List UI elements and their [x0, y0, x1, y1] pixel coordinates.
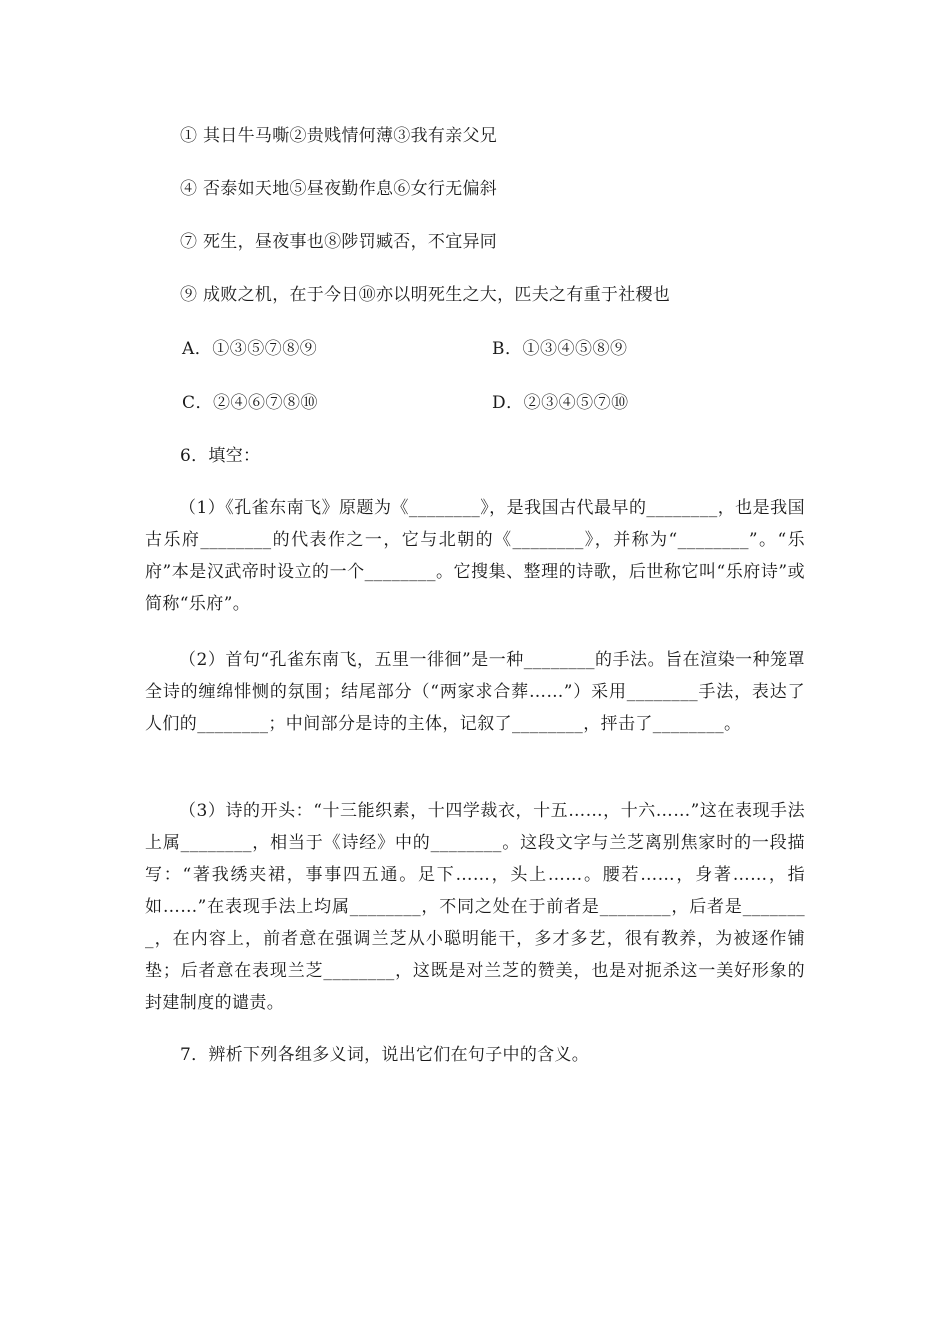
question-6-part-2: （2）首句“孔雀东南飞，五里一徘徊”是一种________的手法。旨在渲染一种笼罩全诗的缠绵悱恻的氛围；结尾部分（“两家求合葬……”）采用________手法，表达了人们的________；中间部分是诗的主体，记叙了________，抨击了________。 — [145, 650, 805, 734]
question-6-part-1: （1）《孔雀东南飞》原题为《________》，是我国古代最早的________，也是我国古乐府________的代表作之一，它与北朝的《________》，并称为“________”。“乐府”本是汉武帝时设立的一个________。它搜集、整理的诗歌，后世称它叫“乐府诗”或简称“乐府”。 — [145, 498, 805, 614]
item-line-2: ④ 否泰如天地⑤昼夜勤作息⑥女行无偏斜 — [180, 179, 498, 199]
item-line-4: ⑨ 成败之机，在于今日⑩亦以明死生之大，匹夫之有重于社稷也 — [180, 285, 671, 305]
question-6-title: 6．填空： — [180, 446, 261, 466]
question-6-part-3: （3）诗的开头：“十三能织素，十四学裁衣，十五……，十六……”这在表现手法上属________，相当于《诗经》中的________。这段文字与兰芝离别焦家时的一段描写：“著我绣夹裙，事事四五通。足下……，头上……。腰若……，身著……，指如……”在表现手法上均属________，不同之处在于前者是________，后者是________，在内容上，前者意在强调兰芝从小聪明能干，多才多艺，很有教养，为被逐作铺垫；后者意在表现兰芝________，这既是对兰芝的赞美，也是对扼杀这一美好形象的封建制度的谴责。 — [145, 801, 805, 1013]
item-line-3: ⑦ 死生，昼夜事也⑧陟罚臧否，不宜异同 — [180, 232, 498, 252]
question-7-title: 7．辨析下列各组多义词，说出它们在句子中的含义。 — [180, 1045, 590, 1065]
item-line-1: ① 其日牛马嘶②贵贱情何薄③我有亲父兄 — [180, 126, 498, 146]
option-b: B．①③④⑤⑧⑨ — [492, 339, 628, 359]
option-d: D．②③④⑤⑦⑩ — [492, 393, 629, 413]
option-a: A．①③⑤⑦⑧⑨ — [182, 339, 318, 359]
option-c: C．②④⑥⑦⑧⑩ — [182, 393, 319, 413]
